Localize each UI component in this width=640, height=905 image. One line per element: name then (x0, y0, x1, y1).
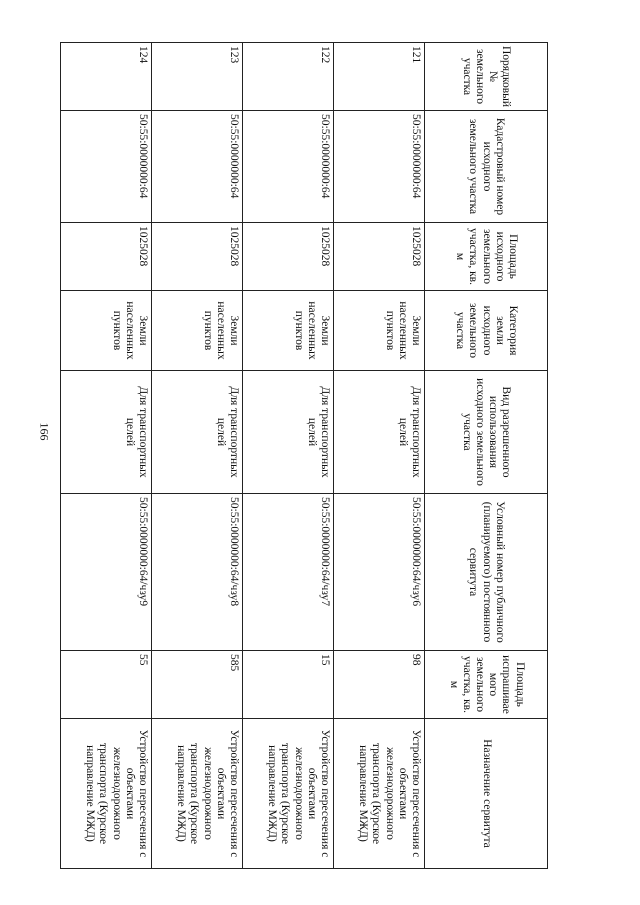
cell-plot-number: 122 (243, 43, 334, 111)
cell-permitted-use: Для транспортных целей (152, 371, 243, 494)
table-header-row (425, 43, 548, 869)
servitude-table (60, 42, 548, 869)
cell-servitude-purpose: Устройство пересечения с объектами железнодорожного транспорта (Курское направление МЖД) (334, 719, 425, 869)
cell-cadastral-number: 50:55:0000000:64 (61, 111, 152, 223)
cell-permitted-use: Для транспортных целей (61, 371, 152, 494)
header-servitude-purpose: Назначение сервитута (425, 719, 548, 869)
header-requested-area: Площадь испрашиваемого земельного участка, кв. м (425, 651, 548, 719)
cell-conditional-number: 50:55:0000000:64/чзу9 (61, 494, 152, 651)
cell-conditional-number: 50:55:0000000:64/чзу8 (152, 494, 243, 651)
cell-source-area: 1025028 (334, 223, 425, 291)
table-row (334, 43, 425, 869)
cell-source-area: 1025028 (61, 223, 152, 291)
table-row (243, 43, 334, 869)
cell-land-category: Земли населенных пунктов (243, 291, 334, 371)
cell-requested-area: 55 (61, 651, 152, 719)
cell-permitted-use: Для транспортных целей (243, 371, 334, 494)
cell-cadastral-number: 50:55:0000000:64 (152, 111, 243, 223)
cell-land-category: Земли населенных пунктов (61, 291, 152, 371)
header-cadastral-number: Кадастровый номер исходного земельного участка (425, 111, 548, 223)
cell-conditional-number: 50:55:0000000:64/чзу6 (334, 494, 425, 651)
cell-cadastral-number: 50:55:0000000:64 (334, 111, 425, 223)
cell-plot-number: 121 (334, 43, 425, 111)
page-number: 166 (37, 422, 52, 441)
header-permitted-use: Вид разрешенного использования исходного земельного участка (425, 371, 548, 494)
table-row (61, 43, 152, 869)
cell-servitude-purpose: Устройство пересечения с объектами железнодорожного транспорта (Курское направление МЖД) (243, 719, 334, 869)
cell-cadastral-number: 50:55:0000000:64 (243, 111, 334, 223)
cell-plot-number: 123 (152, 43, 243, 111)
cell-requested-area: 15 (243, 651, 334, 719)
cell-servitude-purpose: Устройство пересечения с объектами железнодорожного транспорта (Курское направление МЖД) (61, 719, 152, 869)
header-plot-number: Порядковый № земельного участка (425, 43, 548, 111)
cell-plot-number: 124 (61, 43, 152, 111)
header-conditional-number: Условный номер публичного (планируемого) постоянного сервитута (425, 494, 548, 651)
cell-source-area: 1025028 (243, 223, 334, 291)
cell-source-area: 1025028 (152, 223, 243, 291)
table-row (152, 43, 243, 869)
cell-requested-area: 98 (334, 651, 425, 719)
cell-servitude-purpose: Устройство пересечения с объектами железнодорожного транспорта (Курское направление МЖД) (152, 719, 243, 869)
rotated-table-container (62, 42, 548, 868)
header-land-category: Категория земли исходного земельного участка (425, 291, 548, 371)
cell-land-category: Земли населенных пунктов (152, 291, 243, 371)
cell-land-category: Земли населенных пунктов (334, 291, 425, 371)
cell-conditional-number: 50:55:0000000:64/чзу7 (243, 494, 334, 651)
cell-requested-area: 585 (152, 651, 243, 719)
header-source-area: Площадь исходного земельного участка, кв. м (425, 223, 548, 291)
cell-permitted-use: Для транспортных целей (334, 371, 425, 494)
